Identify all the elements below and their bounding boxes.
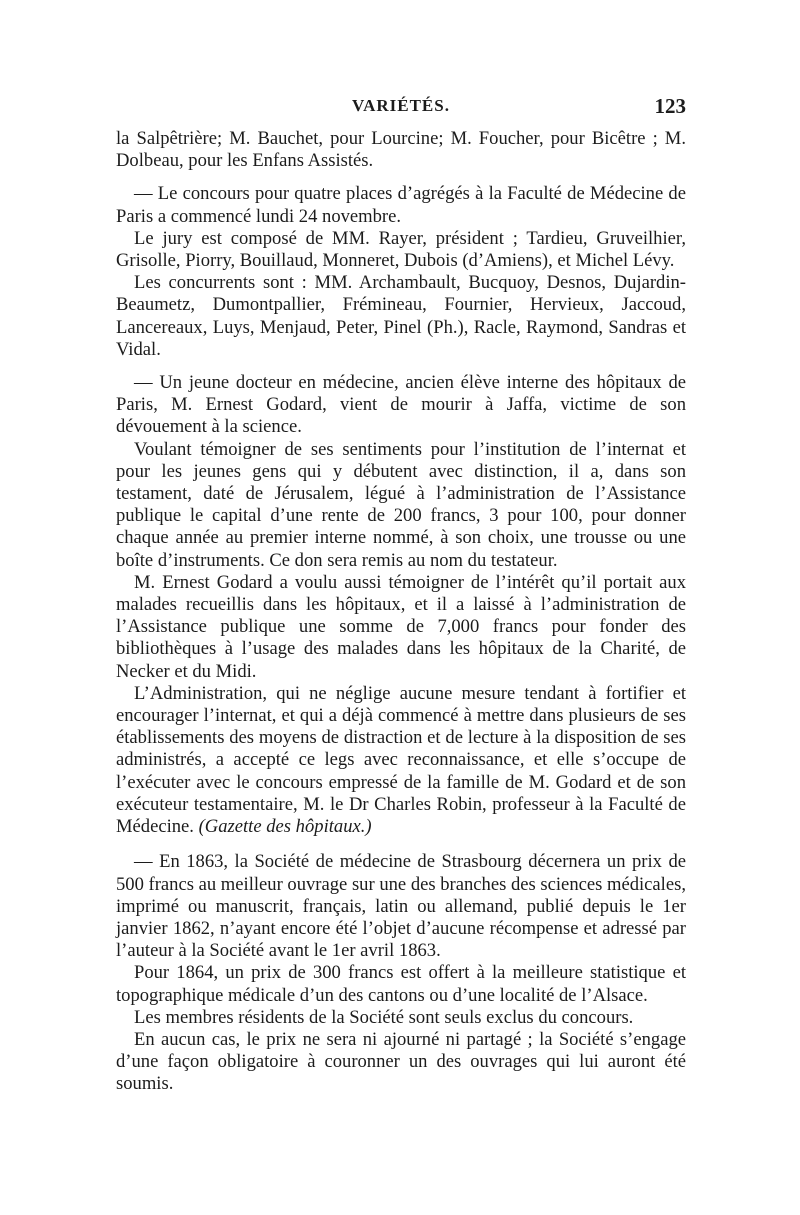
body-text [116, 128, 686, 1096]
page-number: 123 [654, 94, 686, 118]
running-head: VARIÉTÉS. [352, 96, 450, 115]
paragraph-administration [116, 683, 686, 838]
paragraph-strasbourg-prize: — En 1863, la Société de médecine de Strasbourg décernera un prix de 500 francs au meilleur ouvrage sur une des branches des sciences médicales, imprimé ou manuscrit, français, latin ou allemand, publié depuis le 1er janvier 1862, n’ayant encore été l’objet d’aucune récompense et adressé par l’auteur à la Société avant le 1er avril 1863. [116, 851, 686, 962]
paragraph-godard-libraries: M. Ernest Godard a voulu aussi témoigner de l’intérêt qu’il portait aux malades recueillis dans les hôpitaux, et il a laissé à l’administration de l’Assistance publique une somme de 7,000 francs pour fonder des bibliothèques à l’usage des malades dans les hôpitaux de la Charité, de Necker et du Midi. [116, 571, 686, 682]
paragraph-concours-agregation: — Le concours pour quatre places d’agrégés à la Faculté de Médecine de Paris a commencé lundi 24 novembre. [116, 183, 686, 227]
source-citation: (Gazette des hôpitaux.) [198, 816, 372, 838]
paragraph-candidates: Les concurrents sont : MM. Archambault, Bucquoy, Desnos, Dujardin-Beaumetz, Dumontpallier, Frémineau, Fournier, Hervieux, Jaccoud, Lancereaux, Luys, Menjaud, Peter, Pinel (Ph.), Racle, Raymond, Sandras et Vidal. [116, 272, 686, 360]
paragraph-jury: Le jury est composé de MM. Rayer, président ; Tardieu, Gruveilhier, Grisolle, Piorry, Bouillaud, Monneret, Dubois (d’Amiens), et Michel Lévy. [116, 227, 686, 272]
page-header [116, 96, 686, 126]
paragraph-godard-death: — Un jeune docteur en médecine, ancien élève interne des hôpitaux de Paris, M. Ernest Godard, vient de mourir à Jaffa, victime de son dévouement à la science. [116, 372, 686, 438]
paragraph-prize-conditions: En aucun cas, le prix ne sera ni ajourné ni partagé ; la Société s’engage d’une façon obligatoire à couronner un des ouvrages qui lui auront été soumis. [116, 1028, 686, 1095]
administration-text: L’Administration, qui ne néglige aucune mesure tendant à fortifier et encourager l’internat, et qui a déjà commencé à mettre dans plusieurs de ses établissements des moyens de distraction et de lecture à la disposition de ses administrés, a accepté ce legs avec reconnaissance, et elle s’occupe de l’exécuter avec le concours empressé de la famille de M. Godard et de son exécuteur testamentaire, M. le Dr Charles Robin, professeur à la Faculté de Médecine. [116, 682, 686, 838]
paragraph-godard-testament: Voulant témoigner de ses sentiments pour l’institution de l’internat et pour les jeunes gens qui y débutent avec distinction, il a, dans son testament, daté de Jérusalem, légué à l’administration de l’Assistance publique le capital d’une rente de 200 francs, 3 pour 100, pour donner chaque année au premier interne nommé, à son choix, une trousse ou une boîte d’instruments. Ce don sera remis au nom du testateur. [116, 438, 686, 571]
paragraph-members-excluded: Les membres résidents de la Société sont seuls exclus du concours. [134, 1006, 634, 1028]
paragraph-prize-1864: Pour 1864, un prix de 300 francs est offert à la meilleure statistique et topographique médicale d’un des cantons ou d’une localité de l’Alsace. [116, 962, 686, 1006]
paragraph-hospital-assignments: la Salpêtrière; M. Bauchet, pour Lourcine; M. Foucher, pour Bicêtre ; M. Dolbeau, pour les Enfans Assistés. [116, 128, 686, 172]
